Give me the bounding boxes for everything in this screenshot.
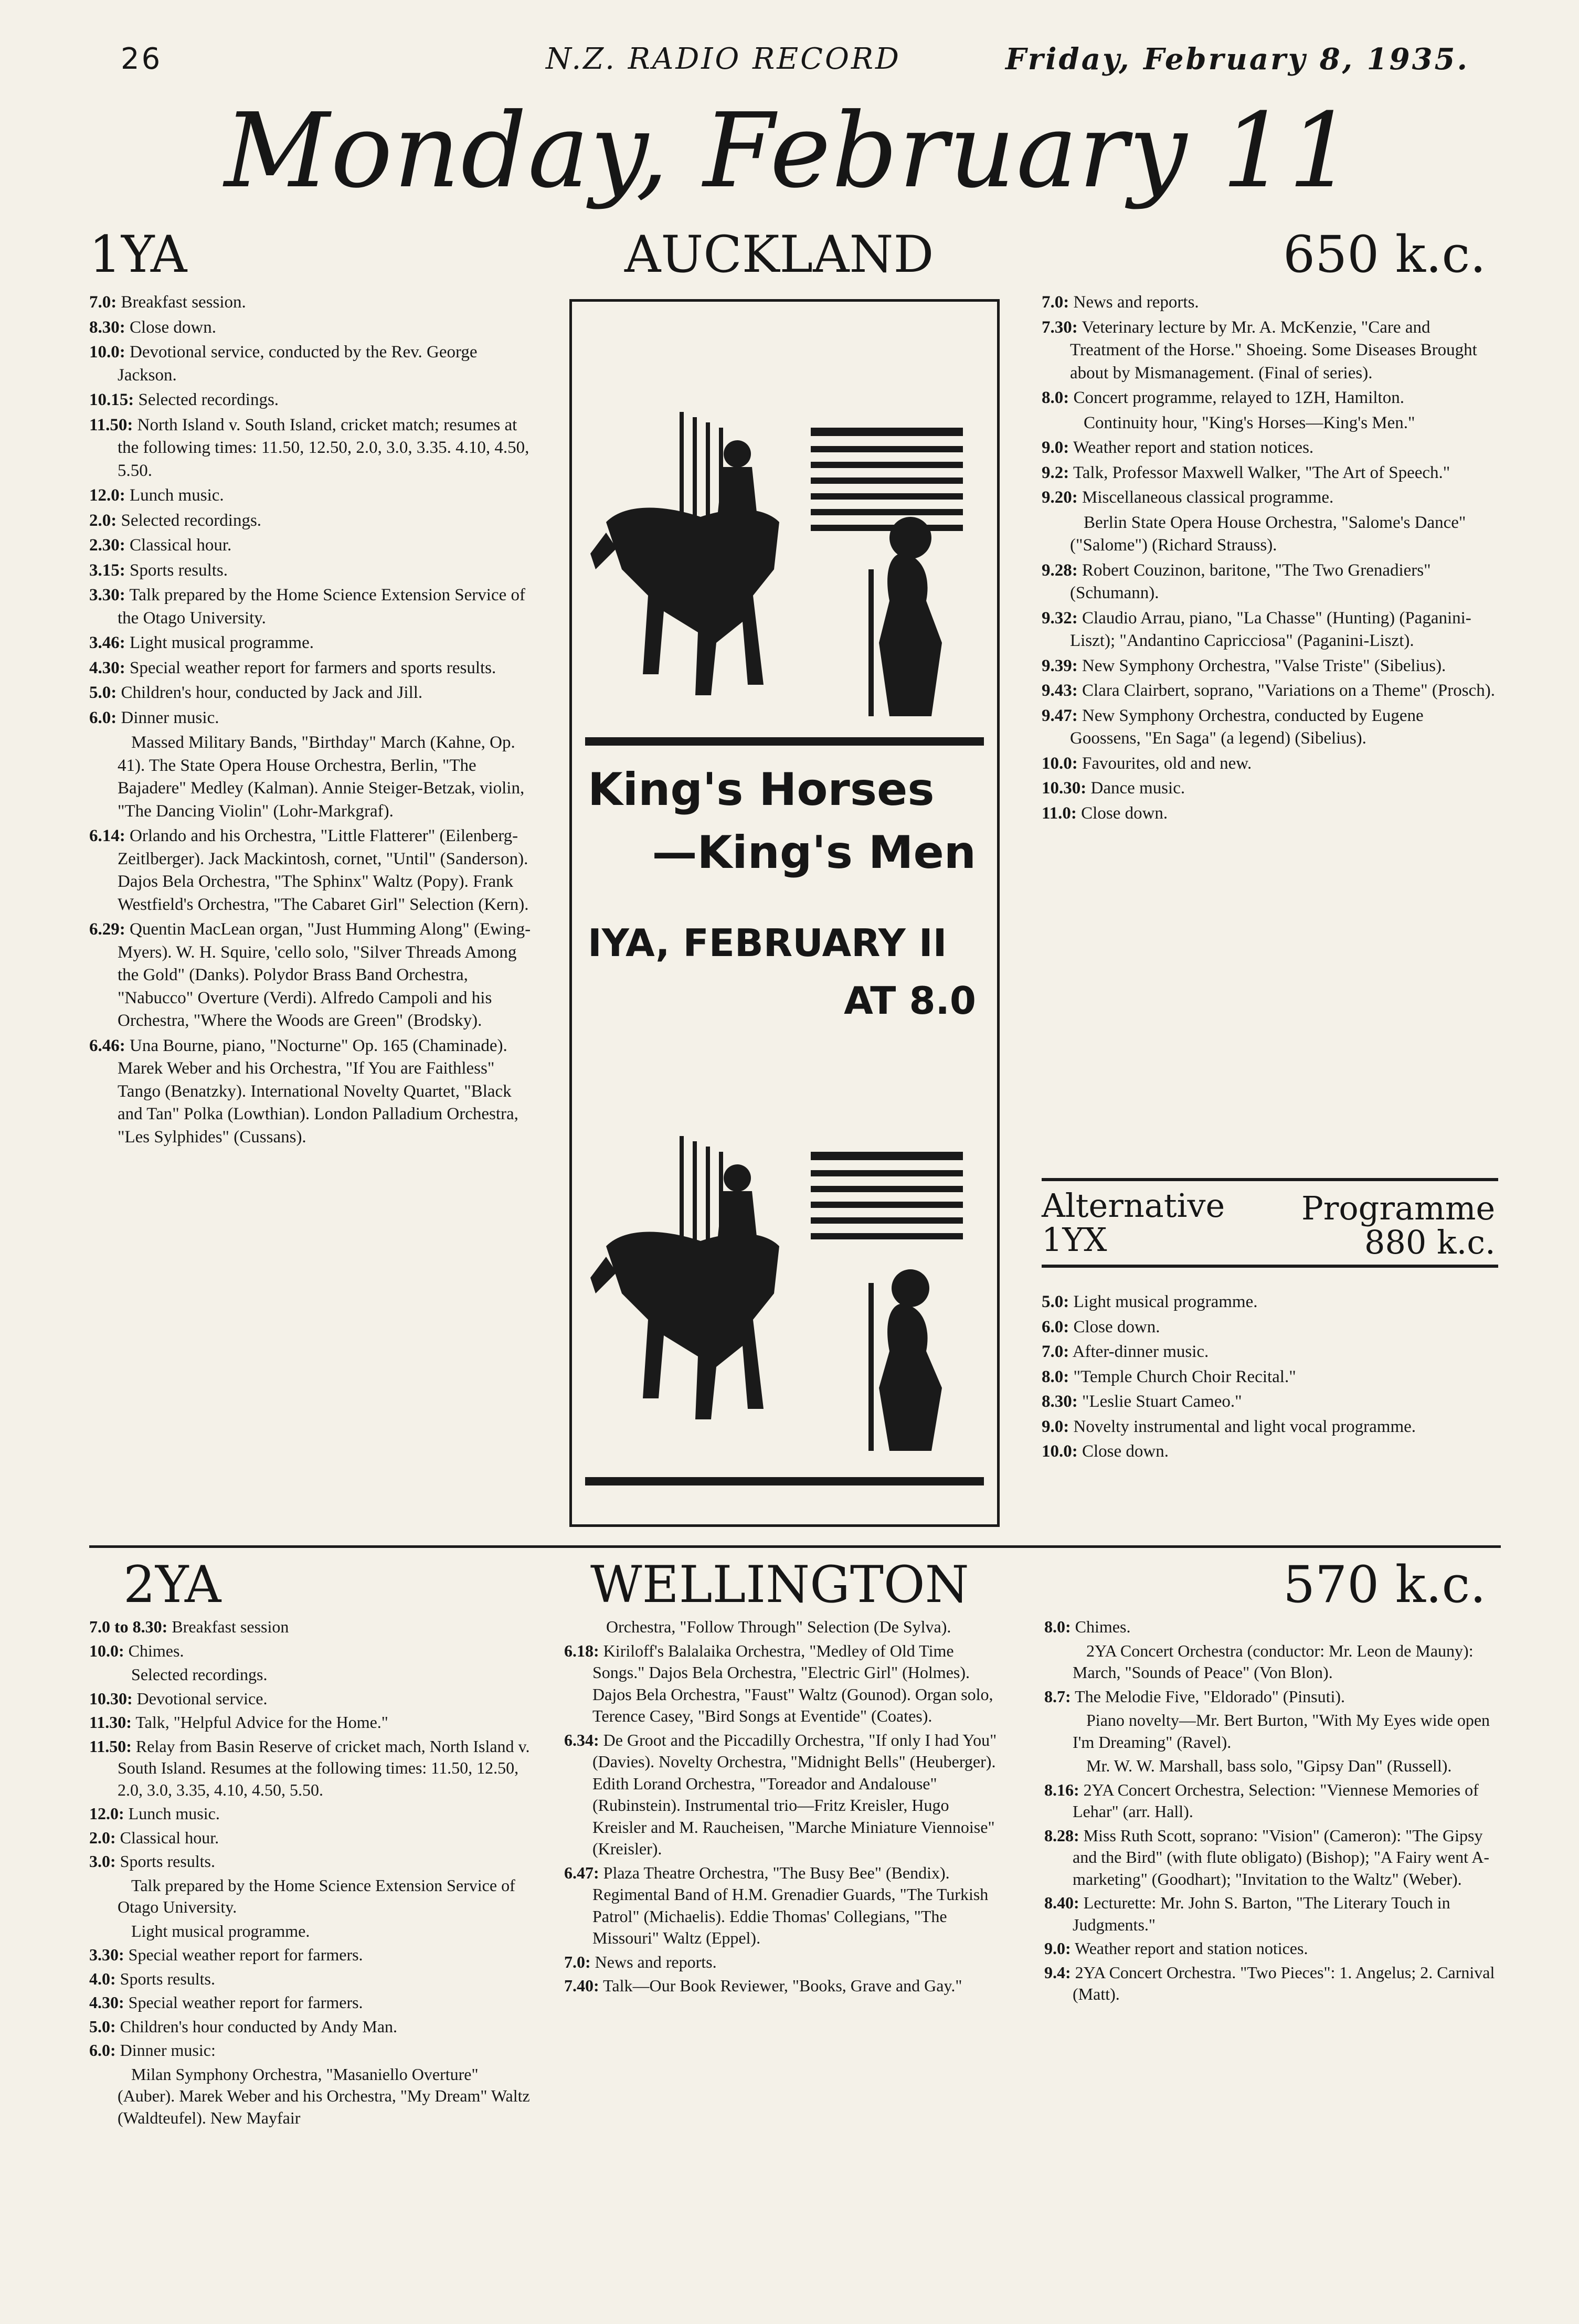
entry-text: Dance music. <box>1090 779 1185 798</box>
entry-time: 8.16: <box>1044 1780 1079 1799</box>
programme-entry <box>89 682 541 705</box>
programme-entry <box>89 1992 530 2014</box>
programme-entry <box>1044 1710 1496 1753</box>
programme-entry <box>1042 1366 1498 1389</box>
programme-entry <box>1042 387 1498 410</box>
entry-text: "Temple Church Choir Recital." <box>1073 1367 1296 1386</box>
entry-text: Classical hour. <box>130 536 232 555</box>
entry-text: 2YA Concert Orchestra (conductor: Mr. Leon de Mauny): March, "Sounds of Peace" (Von Blon). <box>1073 1641 1474 1682</box>
auckland-left-column <box>89 291 541 1151</box>
programme-entry <box>1044 1640 1496 1684</box>
entry-text: Kiriloff's Balalaika Orchestra, "Medley of Old Time Songs." Dajos Bela Orchestra, "Electric Girl" (Holmes). Dajos Bela Orchestra, "Faust" Waltz (Gounod). Organ solo, Terence Casey, "Bird Songs at Eventide" (Coates). <box>592 1641 993 1725</box>
entry-time: 9.0: <box>1044 1939 1071 1958</box>
entry-text: Talk prepared by the Home Science Extension Service of Otago University. <box>118 1875 515 1916</box>
entry-time: 10.0: <box>89 343 125 362</box>
alt-bottom-rule <box>1042 1265 1498 1268</box>
entry-time: 3.46: <box>89 633 125 652</box>
entry-text: Massed Military Bands, "Birthday" March (Kahne, Op. 41). The State Opera House Orchestra, Berlin, "The Bajadere" Medley (Kalman). Annie Steiger-Betzak, violin, "The Dancing Violin" (Lohr-Markgraf). <box>118 733 525 821</box>
entry-text: Miscellaneous classical programme. <box>1082 488 1334 507</box>
programme-entry <box>1042 316 1498 385</box>
alternative-label: Alternative <box>1042 1186 1225 1225</box>
entry-text: Dinner music. <box>121 708 219 727</box>
entry-time: 11.30: <box>89 1713 132 1732</box>
section-divider <box>89 1545 1501 1548</box>
entry-time: 8.0: <box>1042 388 1069 407</box>
programme-entry <box>1042 412 1498 435</box>
entry-time: 7.0: <box>1042 293 1069 312</box>
entry-time: 5.0: <box>89 2017 116 2036</box>
programme-entry <box>1044 1962 1496 2005</box>
entry-text: The Melodie Five, "Eldorado" (Pinsuti). <box>1075 1686 1345 1706</box>
entry-text: "Leslie Stuart Cameo." <box>1082 1392 1242 1411</box>
programme-entry <box>89 2064 530 2129</box>
wellington-column-1 <box>89 1616 530 2131</box>
entry-time: 9.4: <box>1044 1962 1071 1982</box>
entry-text: Una Bourne, piano, "Nocturne" Op. 165 (Chaminade). Marek Weber and his Orchestra, "If You are Faithless" Tango (Benatzky). International Novelty Quartet, "Black and Tan" Polka (Lowthian). London Palladium Orchestra, "Les Sylphides" (Cussans). <box>118 1036 518 1147</box>
programme-entry <box>89 1827 530 1849</box>
entry-text: Sports results. <box>120 1969 215 1988</box>
entry-time: 7.0: <box>1042 1342 1069 1361</box>
entry-time: 10.30: <box>1042 779 1087 798</box>
entry-text: 2YA Concert Orchestra. "Two Pieces": 1. Angelus; 2. Carnival (Matt). <box>1073 1962 1495 2003</box>
programme-entry <box>1042 559 1498 605</box>
entry-time: 8.40: <box>1044 1893 1079 1912</box>
programme-entry <box>564 1975 1005 1997</box>
day-title: Monday, February 11 <box>224 91 1355 211</box>
entry-text: Devotional service, conducted by the Rev. George Jackson. <box>118 343 478 385</box>
entry-time: 5.0: <box>1042 1292 1069 1311</box>
programme-entry <box>1042 1341 1498 1364</box>
programme-entry <box>89 918 541 1033</box>
entry-text: Talk, Professor Maxwell Walker, "The Art of Speech." <box>1073 463 1450 482</box>
entry-text: Concert programme, relayed to 1ZH, Hamilton. <box>1073 388 1404 407</box>
entry-time: 10.0: <box>1042 1442 1078 1461</box>
entry-time: 6.34: <box>564 1730 599 1749</box>
entry-text: Classical hour. <box>120 1828 219 1847</box>
programme-entry <box>89 1803 530 1825</box>
entry-time: 6.14: <box>89 826 125 845</box>
entry-text: Chimes. <box>1075 1617 1131 1636</box>
station-city-auckland: AUCKLAND <box>624 225 934 284</box>
entry-text: Piano novelty—Mr. Bert Burton, "With My Eyes wide open I'm Dreaming" (Ravel). <box>1073 1711 1490 1752</box>
programme-entry <box>1042 462 1498 485</box>
entry-text: Robert Couzinon, baritone, "The Two Grenadiers" (Schumann). <box>1070 560 1431 602</box>
entry-time: 9.0: <box>1042 438 1069 457</box>
entry-text: Sports results. <box>120 1852 215 1871</box>
station-freq-1ya: 650 k.c. <box>1283 225 1486 284</box>
entry-time: 4.0: <box>89 1969 116 1988</box>
entry-time: 2.30: <box>89 536 125 555</box>
entry-text: Dinner music: <box>120 2041 216 2060</box>
entry-time: 8.28: <box>1044 1826 1079 1845</box>
entry-text: Close down. <box>130 317 216 337</box>
entry-time: 6.0: <box>89 2041 116 2060</box>
issue-date: Friday, February 8, 1935. <box>1005 42 1469 77</box>
entry-time: 10.0: <box>1042 754 1078 773</box>
programme-entry <box>89 657 541 680</box>
programme-entry <box>89 1944 530 1966</box>
entry-time: 4.30: <box>89 1993 124 2012</box>
entry-text: Plaza Theatre Orchestra, "The Busy Bee" (Bendix). Regimental Band of H.M. Grenadier Guards, "The Turkish Patrol" (Michaelis). Eddie Thomas' Collegians, "The Missouri" Waltz (Eppel). <box>592 1863 989 1947</box>
programme-entry <box>1042 752 1498 776</box>
entry-time: 9.32: <box>1042 608 1078 628</box>
programme-entry <box>1044 1755 1496 1777</box>
programme-entry <box>1042 486 1498 510</box>
programme-entry <box>1042 802 1498 825</box>
entry-time: 9.28: <box>1042 560 1078 580</box>
entry-text: Berlin State Opera House Orchestra, "Salome's Dance" ("Salome") (Richard Strauss). <box>1070 513 1466 555</box>
programme-entry <box>89 1851 530 1873</box>
programme-entry <box>89 414 541 483</box>
entry-time: 9.0: <box>1042 1417 1069 1436</box>
wellington-column-2 <box>564 1616 1005 1999</box>
programme-entry <box>564 1862 1005 1949</box>
entry-time: 6.0: <box>1042 1317 1069 1336</box>
entry-text: Mr. W. W. Marshall, bass solo, "Gipsy Dan" (Russell). <box>1086 1756 1452 1775</box>
entry-text: Claudio Arrau, piano, "La Chasse" (Hunting) (Paganini-Liszt); "Andantino Capricciosa" (Paganini-Liszt). <box>1070 608 1471 650</box>
entry-time: 11.0: <box>1042 803 1077 823</box>
entry-time: 4.30: <box>89 658 125 677</box>
entry-text: North Island v. South Island, cricket match; resumes at the following times: 11.50, 12.50, 2.0, 3.0, 3.35. 4.10, 4.50, 5.50. <box>118 415 529 480</box>
entry-time: 3.30: <box>89 1945 124 1964</box>
programme-entry <box>1042 680 1498 703</box>
entry-text: Breakfast session. <box>121 293 246 312</box>
programme-entry <box>1042 1291 1498 1314</box>
programme-entry <box>89 341 541 387</box>
entry-time: 12.0: <box>89 486 125 505</box>
programme-entry <box>89 731 541 823</box>
entry-time: 8.30: <box>1042 1392 1078 1411</box>
entry-text: Orchestra, "Follow Through" Selection (De Sylva). <box>606 1617 951 1636</box>
programme-entry <box>89 1875 530 1918</box>
programme-entry <box>89 1035 541 1149</box>
entry-text: New Symphony Orchestra, conducted by Eugene Goossens, "En Saga" (a legend) (Sibelius). <box>1070 706 1424 748</box>
entry-text: Orlando and his Orchestra, "Little Flatterer" (Eilenberg-Zeitlberger). Jack Mackintosh, cornet, "Until" (Sanderson). Dajos Bela Orchestra, "The Sphinx" Waltz (Popy). Frank Westfield's Orchestra, "The Cabaret Girl" Selection (Kern). <box>118 826 529 914</box>
entry-text: Sports results. <box>130 560 228 580</box>
entry-text: Weather report and station notices. <box>1075 1939 1308 1958</box>
programme-entry <box>1044 1686 1496 1708</box>
programme-entry <box>1042 705 1498 750</box>
alt-freq-1yx: 880 k.c. <box>1364 1223 1496 1261</box>
entry-time: 7.0 to 8.30: <box>89 1617 168 1636</box>
advertisement <box>569 299 1000 1527</box>
entry-text: News and reports. <box>1073 293 1199 312</box>
entry-text: Close down. <box>1082 1442 1169 1461</box>
entry-text: Milan Symphony Orchestra, "Masaniello Overture" (Auber). Marek Weber and his Orchestra, "My Dream" Waltz (Waldteufel). New Mayfair <box>118 2064 530 2127</box>
programme-entry <box>1044 1892 1496 1936</box>
programme-entry <box>1042 1416 1498 1439</box>
ad-headline-line2: —King's Men <box>652 826 976 879</box>
ad-broadcast-line: IYA, FEBRUARY II <box>588 921 947 965</box>
programme-entry <box>89 1712 530 1734</box>
entry-text: Continuity hour, "King's Horses—King's Men." <box>1084 413 1415 432</box>
programme-entry <box>564 1729 1005 1860</box>
programme-entry <box>564 1951 1005 1973</box>
entry-time: 9.47: <box>1042 706 1078 725</box>
entry-time: 6.0: <box>89 708 117 727</box>
programme-entry <box>89 510 541 533</box>
station-city-wellington: WELLINGTON <box>590 1555 969 1614</box>
entry-text: News and reports. <box>595 1952 717 1971</box>
entry-text: Lecturette: Mr. John S. Barton, "The Literary Touch in Judgments." <box>1073 1893 1450 1934</box>
entry-text: After-dinner music. <box>1072 1342 1209 1361</box>
entry-time: 10.15: <box>89 390 134 409</box>
entry-text: Talk—Our Book Reviewer, "Books, Grave and Gay." <box>603 1976 962 1995</box>
wellington-column-3 <box>1044 1616 1496 2008</box>
entry-text: De Groot and the Piccadilly Orchestra, "If only I had You" (Davies). Novelty Orchestra, "Midnight Bells" (Heuberger). Edith Lorand Orchestra, "Toreador and Andalouse" (Rubinstein). Instrumental trio—Fritz Kreisler, Hugo Kreisler and M. Raucheisen, "Marche Miniature Viennoise" (Kreisler). <box>592 1730 997 1858</box>
entry-text: Relay from Basin Reserve of cricket mach, North Island v. South Island. Resumes at the following times: 11.50, 12.50, 2.0, 3.0, 3.35, 4.10, 4.50, 5.50. <box>118 1736 530 1799</box>
programme-entry <box>1042 777 1498 800</box>
entry-time: 7.0: <box>89 293 117 312</box>
programme-entry <box>1044 1825 1496 1891</box>
entry-time: 7.40: <box>564 1976 599 1995</box>
entry-text: New Symphony Orchestra, "Valse Triste" (Sibelius). <box>1082 656 1446 675</box>
entry-text: Talk, "Helpful Advice for the Home." <box>135 1713 388 1732</box>
entry-text: Lunch music. <box>130 486 224 505</box>
entry-text: Miss Ruth Scott, soprano: "Vision" (Cameron): "The Gipsy and the Bird" (with flute obligato) (Bishop); "A Fairy went A-marketing" (Goodhart); "Invitation to the Waltz" (Weber). <box>1073 1826 1490 1888</box>
station-call-1ya: 1YA <box>89 225 187 284</box>
entry-text: Special weather report for farmers. <box>128 1945 363 1964</box>
programme-label: Programme <box>1301 1189 1496 1227</box>
running-head <box>121 42 1469 84</box>
programme-entry <box>89 1640 530 1662</box>
entry-text: Special weather report for farmers. <box>128 1993 363 2012</box>
entry-time: 12.0: <box>89 1804 124 1823</box>
entry-time: 6.29: <box>89 920 125 939</box>
programme-entry <box>89 316 541 339</box>
programme-entry <box>89 632 541 655</box>
programme-entry <box>89 584 541 630</box>
programme-entry <box>89 1920 530 1943</box>
entry-text: Lunch music. <box>128 1804 220 1823</box>
entry-time: 2.0: <box>89 511 117 530</box>
entry-text: Light musical programme. <box>1073 1292 1258 1311</box>
programme-entry <box>1044 1779 1496 1823</box>
entry-text: Selected recordings. <box>138 390 279 409</box>
programme-entry <box>89 534 541 557</box>
entry-time: 6.46: <box>89 1036 125 1055</box>
programme-entry <box>564 1616 1005 1638</box>
entry-time: 8.7: <box>1044 1686 1071 1706</box>
alt-call-1yx: 1YX <box>1042 1221 1107 1259</box>
entry-text: Close down. <box>1073 1317 1160 1336</box>
programme-entry <box>1042 1316 1498 1339</box>
programme-entry <box>89 1688 530 1710</box>
entry-text: Clara Clairbert, soprano, "Variations on a Theme" (Prosch). <box>1082 681 1495 700</box>
programme-entry <box>89 559 541 582</box>
entry-text: 2YA Concert Orchestra, Selection: "Viennese Memories of Lehar" (arr. Hall). <box>1073 1780 1479 1821</box>
entry-time: 5.0: <box>89 683 117 702</box>
programme-entry <box>89 1664 530 1686</box>
entry-time: 8.0: <box>1044 1617 1071 1636</box>
entry-time: 9.2: <box>1042 463 1069 482</box>
entry-time: 2.0: <box>89 1828 116 1847</box>
entry-time: 6.47: <box>564 1863 599 1882</box>
entry-text: Favourites, old and new. <box>1082 754 1252 773</box>
programme-entry <box>1042 655 1498 678</box>
entry-time: 11.50: <box>89 1736 132 1756</box>
entry-text: Selected recordings. <box>121 511 262 530</box>
entry-time: 10.0: <box>89 1641 124 1660</box>
entry-text: Children's hour conducted by Andy Man. <box>120 2017 398 2036</box>
entry-text: Chimes. <box>128 1641 184 1660</box>
programme-entry <box>89 1736 530 1801</box>
entry-time: 3.15: <box>89 560 125 580</box>
alt-top-rule <box>1042 1178 1498 1181</box>
programme-entry <box>564 1640 1005 1727</box>
entry-text: Talk prepared by the Home Science Extension Service of the Otago University. <box>118 586 525 628</box>
entry-time: 11.50: <box>89 415 133 434</box>
publication-title: N.Z. RADIO RECORD <box>546 42 901 76</box>
programme-entry <box>1042 1391 1498 1414</box>
page-number: 26 <box>121 42 163 76</box>
programme-entry <box>89 2016 530 2038</box>
entry-text: Light musical programme. <box>131 1921 310 1940</box>
entry-time: 8.30: <box>89 317 125 337</box>
cavalry-illustration-bottom <box>585 1073 984 1493</box>
entry-time: 7.0: <box>564 1952 591 1971</box>
entry-text: Devotional service. <box>136 1689 268 1708</box>
programme-entry <box>89 1616 530 1638</box>
programme-entry <box>89 1968 530 1990</box>
cavalry-illustration-top <box>585 349 984 748</box>
entry-time: 3.30: <box>89 586 125 604</box>
programme-entry <box>89 707 541 730</box>
programme-entry <box>89 291 541 314</box>
programme-entry <box>1044 1616 1496 1638</box>
entry-text: Close down. <box>1081 803 1168 823</box>
entry-text: Veterinary lecture by Mr. A. McKenzie, "Care and Treatment of the Horse." Shoeing. Some Diseases Brought about by Mismanagement. (Final of series). <box>1070 317 1477 383</box>
entry-time: 9.43: <box>1042 681 1078 700</box>
programme-entry <box>1042 607 1498 653</box>
entry-text: Special weather report for farmers and sports results. <box>130 658 496 677</box>
entry-text: Light musical programme. <box>130 633 314 652</box>
entry-text: Breakfast session <box>172 1617 289 1636</box>
entry-time: 9.20: <box>1042 488 1078 507</box>
programme-entry <box>1042 512 1498 557</box>
entry-text: Novelty instrumental and light vocal programme. <box>1073 1417 1416 1436</box>
entry-time: 3.0: <box>89 1852 116 1871</box>
entry-text: Quentin MacLean organ, "Just Humming Along" (Ewing-Myers). W. H. Squire, 'cello solo, "Silver Threads Among the Gold" (Danks). Polydor Brass Band Orchestra, "Nabucco" Overture (Verdi). Alfredo Campoli and his Orchestra, "Where the Woods are Green" (Brodsky). <box>118 920 531 1030</box>
ad-headline-line1: King's Horses <box>588 763 935 816</box>
station-freq-2ya: 570 k.c. <box>1283 1555 1486 1614</box>
programme-entry <box>1042 437 1498 460</box>
entry-text: Children's hour, conducted by Jack and Jill. <box>121 683 423 702</box>
entry-time: 8.0: <box>1042 1367 1069 1386</box>
entry-time: 9.39: <box>1042 656 1078 675</box>
entry-time: 10.30: <box>89 1689 133 1708</box>
programme-entry <box>1042 291 1498 314</box>
station-call-2ya: 2YA <box>123 1555 221 1614</box>
programme-entry <box>89 825 541 916</box>
auckland-right-column <box>1042 291 1498 827</box>
programme-entry <box>89 484 541 507</box>
ad-broadcast-time: AT 8.0 <box>844 979 976 1023</box>
entry-time: 6.18: <box>564 1641 599 1660</box>
programme-entry <box>1044 1938 1496 1960</box>
programme-entry <box>89 389 541 412</box>
entry-text: Selected recordings. <box>131 1665 268 1684</box>
programme-entry <box>1042 1440 1498 1463</box>
entry-time: 7.30: <box>1042 317 1078 337</box>
entry-text: Weather report and station notices. <box>1073 438 1314 457</box>
programme-entry <box>89 2040 530 2062</box>
alternative-programme-list <box>1042 1291 1498 1466</box>
